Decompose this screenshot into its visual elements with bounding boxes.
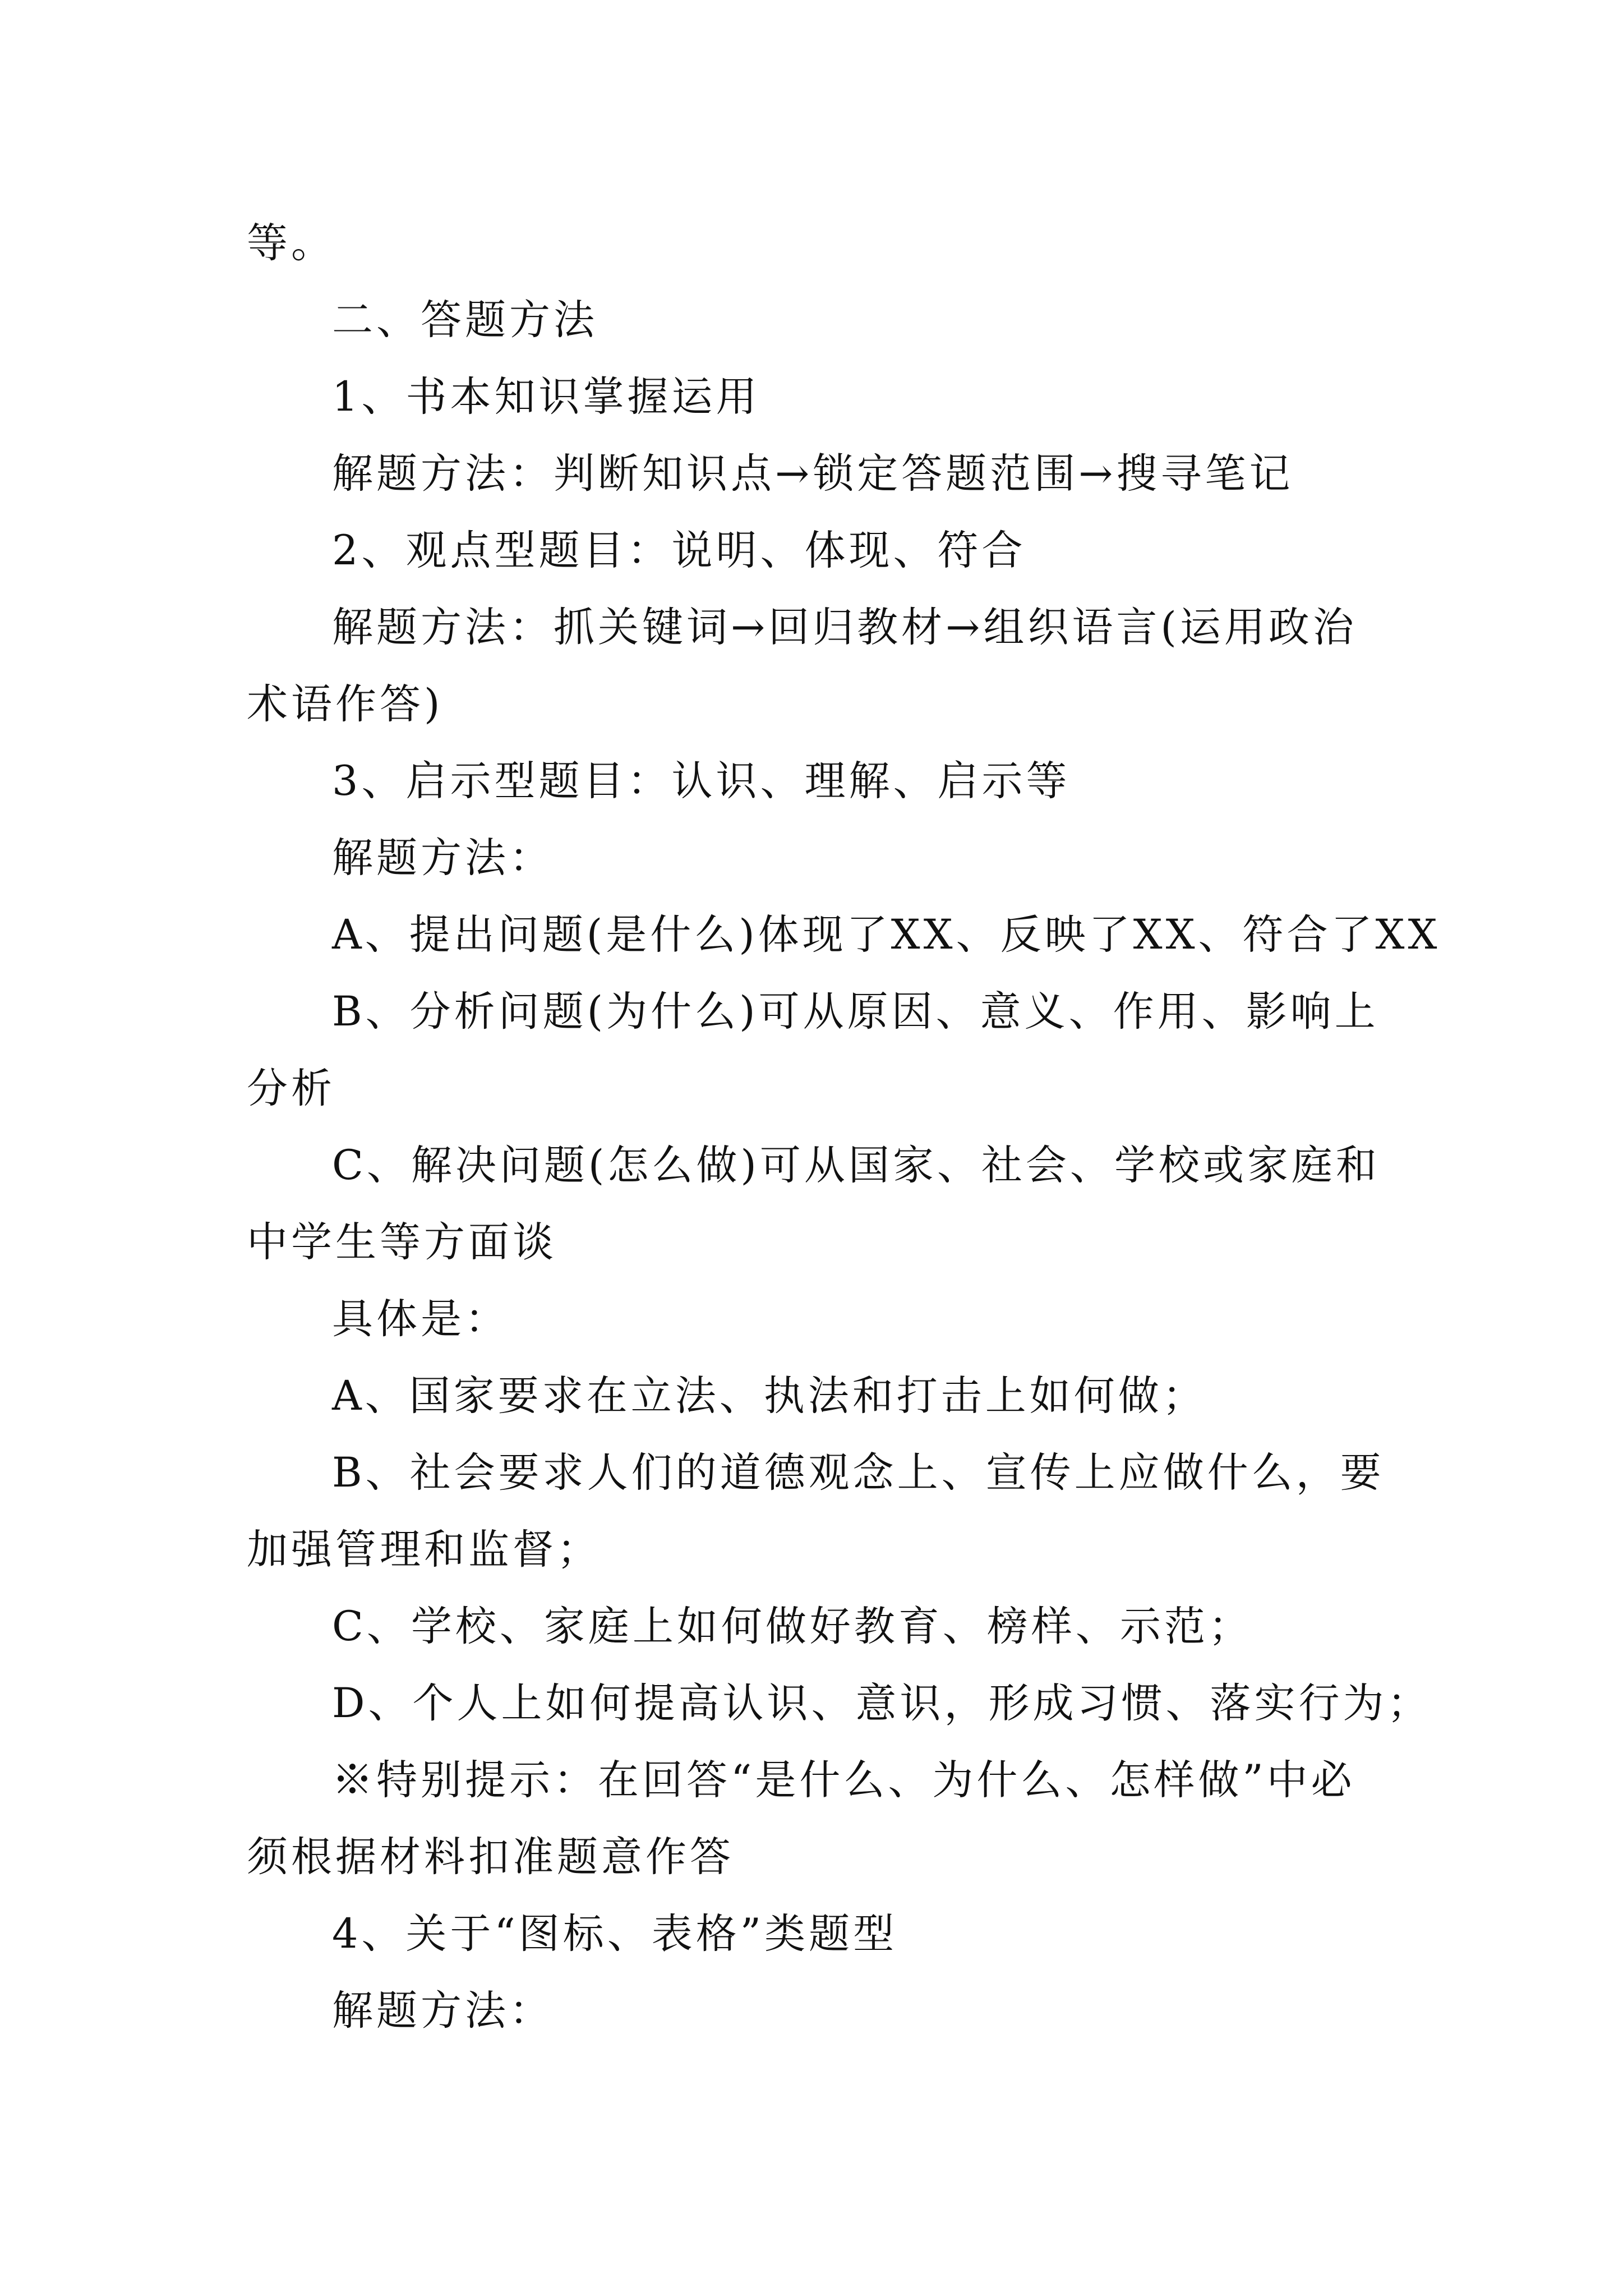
text-line-1: 等。 — [247, 219, 335, 267]
method-label-4: 解题方法： — [332, 1987, 554, 2035]
specific-a-state: A、国家要求在立法、执法和打击上如何做； — [332, 1372, 1207, 1420]
specifics-label: 具体是： — [332, 1295, 509, 1343]
specific-d-individual: D、个人上如何提高认识、意识，形成习惯、落实行为； — [332, 1680, 1432, 1727]
point-b-why: B、分析问题(为什么)可从原因、意义、作用、影响上 — [332, 988, 1379, 1036]
method-line-2: 解题方法：抓关键词→回归教材→组织语言(运用政治 — [332, 604, 1357, 651]
item-heading-2: 2、观点型题目：说明、体现、符合 — [332, 527, 1026, 574]
point-c-how-cont: 中学生等方面谈 — [247, 1218, 557, 1266]
specific-b-society-cont: 加强管理和监督； — [247, 1526, 601, 1573]
point-c-how: C、解决问题(怎么做)可从国家、社会、学校或家庭和 — [332, 1142, 1380, 1189]
specific-c-school-family: C、学校、家庭上如何做好教育、榜样、示范； — [332, 1603, 1253, 1650]
item-heading-4: 4、关于“图标、表格”类题型 — [332, 1910, 898, 1958]
method-line-1: 解题方法：判断知识点→锁定答题范围→搜寻笔记 — [332, 450, 1294, 498]
item-heading-3: 3、启示型题目：认识、理解、启示等 — [332, 757, 1071, 805]
document-body — [247, 205, 1441, 2049]
special-note-cont: 须根据材料扣准题意作答 — [247, 1833, 734, 1881]
item-heading-1: 1、书本知识掌握运用 — [332, 373, 760, 421]
specific-b-society: B、社会要求人们的道德观念上、宣传上应做什么，要 — [332, 1449, 1385, 1497]
method-line-2-cont: 术语作答) — [247, 680, 444, 728]
method-label-3: 解题方法： — [332, 834, 554, 882]
point-a-what: A、提出问题(是什么)体现了XX、反映了XX、符合了XX — [332, 911, 1441, 959]
special-note: ※特别提示：在回答“是什么、为什么、怎样做”中必 — [332, 1756, 1355, 1804]
section-heading-answer-methods: 二、答题方法 — [332, 296, 598, 344]
point-b-why-cont: 分析 — [247, 1065, 335, 1112]
